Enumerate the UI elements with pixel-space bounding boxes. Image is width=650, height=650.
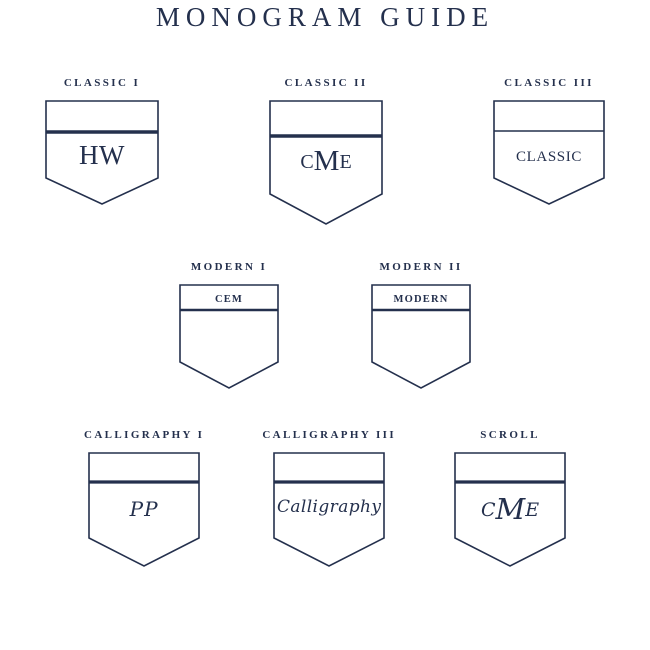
monogram-label-modern-ii: MODERN II (379, 261, 463, 273)
monogram-label-calligraphy-iii: CALLIGRAPHY III (262, 429, 397, 441)
monogram-label-scroll: SCROLL (480, 429, 540, 441)
monogram-card-classic-i[interactable] (45, 77, 159, 205)
row-modern (0, 261, 650, 389)
monogram-text-classic-i: HW (79, 140, 125, 170)
monogram-text-scroll: CME (480, 492, 540, 526)
pocket-shape-classic-i (45, 100, 159, 205)
monogram-text-calligraphy-i: PP (129, 497, 159, 521)
monogram-initial-1: CME (300, 145, 352, 177)
row-classic (0, 77, 650, 225)
monogram-text-classic-iii: CLASSIC (516, 149, 582, 165)
pocket-shape-modern-ii (371, 284, 471, 389)
pocket-shape-calligraphy-iii (273, 452, 385, 567)
pocket-shape-calligraphy-i (88, 452, 200, 567)
pocket-shape-classic-iii (493, 100, 605, 205)
monogram-label-modern-i: MODERN I (190, 261, 268, 273)
monogram-card-modern-ii[interactable] (371, 261, 471, 389)
pocket-shape-modern-i (179, 284, 279, 389)
monogram-label-calligraphy-i: CALLIGRAPHY I (83, 429, 205, 441)
monogram-text-modern-ii: MODERN (393, 294, 449, 305)
monogram-card-classic-ii[interactable] (269, 77, 383, 225)
pocket-shape-scroll (454, 452, 566, 567)
monogram-card-calligraphy-iii[interactable] (262, 429, 396, 567)
monogram-card-calligraphy-i[interactable] (84, 429, 204, 567)
pocket-shape-classic-ii (269, 100, 383, 225)
monogram-label-classic-i: CLASSIC I (63, 77, 141, 89)
monogram-text-modern-i: CEM (214, 294, 244, 305)
monogram-text-classic-ii (269, 147, 383, 176)
monogram-label-classic-ii: CLASSIC II (284, 77, 368, 89)
monogram-card-classic-iii[interactable] (493, 77, 605, 205)
row-script (0, 429, 650, 567)
monogram-text-calligraphy-iii: Calligraphy (276, 497, 382, 517)
monogram-card-modern-i[interactable] (179, 261, 279, 389)
monogram-label-classic-iii: CLASSIC III (504, 77, 594, 89)
monogram-card-scroll[interactable] (454, 429, 566, 567)
page-title: MONOGRAM GUIDE (155, 2, 495, 32)
